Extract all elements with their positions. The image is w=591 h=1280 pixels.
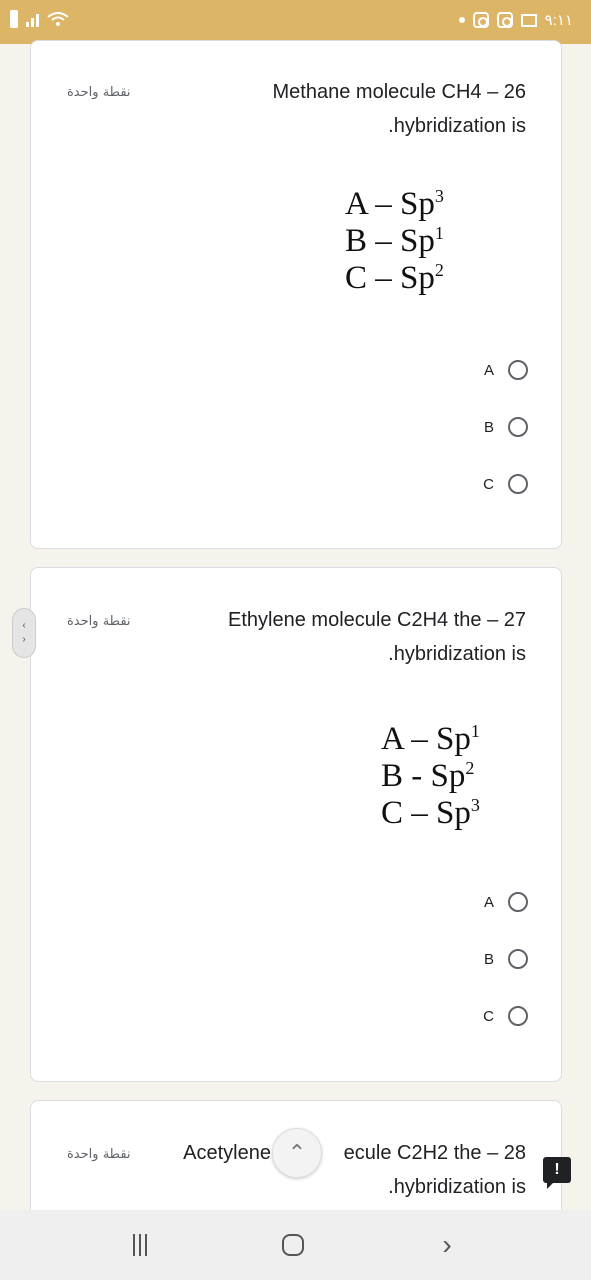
formula-line-c: C – Sp$^3$ (381, 795, 480, 831)
points-label: نقطة واحدة (67, 85, 131, 100)
option-label: C (483, 475, 494, 493)
option-a[interactable] (484, 354, 528, 386)
option-b[interactable] (484, 943, 528, 975)
option-c[interactable] (483, 468, 528, 500)
option-label: A (483, 361, 494, 379)
radio-button[interactable] (508, 892, 528, 912)
option-label: B (483, 418, 494, 436)
question-image (381, 721, 480, 832)
formula-line-c: C – Sp$^2$ (345, 260, 444, 296)
question-card (30, 567, 562, 1082)
radio-button[interactable] (508, 1006, 528, 1026)
feedback-button[interactable]: ! (543, 1157, 571, 1183)
question-title-line2: .hybridization is (388, 115, 526, 137)
option-label: B (483, 950, 494, 968)
home-icon[interactable] (278, 1230, 308, 1260)
option-a[interactable] (484, 886, 528, 918)
clock: ٩:١١ (544, 12, 573, 29)
radio-button[interactable] (508, 360, 528, 380)
question-title-start: Acetylene (183, 1142, 271, 1164)
question-title: Ethylene molecule C2H4 the – 27 (228, 609, 526, 631)
option-label: A (483, 893, 494, 911)
question-card (30, 40, 562, 549)
battery-icon (10, 10, 18, 28)
chevron-down-icon: › (22, 634, 26, 645)
question-title-line2: .hybridization is (388, 1176, 526, 1198)
question-image (345, 186, 444, 297)
navigation-bar (0, 1210, 591, 1280)
instagram-icon (497, 12, 513, 28)
question-title: Methane molecule CH4 – 26 (272, 81, 526, 103)
gallery-icon (521, 14, 537, 27)
option-b[interactable] (484, 411, 528, 443)
option-c[interactable] (483, 1000, 528, 1032)
radio-button[interactable] (508, 417, 528, 437)
formula-line-b: B – Sp$^1$ (345, 223, 444, 259)
question-title-line2: .hybridization is (388, 643, 526, 665)
side-scroll-handle[interactable] (12, 608, 36, 658)
points-label: نقطة واحدة (67, 614, 131, 629)
recents-icon[interactable] (125, 1230, 155, 1260)
formula-line-b: B - Sp$^2$ (381, 758, 475, 794)
chevron-up-icon: ‹ (22, 620, 26, 631)
formula-line-a: A – Sp$^3$ (345, 186, 444, 222)
scroll-to-top-button[interactable] (272, 1128, 322, 1178)
status-bar (0, 0, 591, 44)
notification-dot-icon (459, 17, 465, 23)
wifi-icon (47, 12, 69, 26)
points-label: نقطة واحدة (67, 1147, 131, 1162)
signal-icon (26, 11, 39, 27)
radio-button[interactable] (508, 474, 528, 494)
instagram-icon (473, 12, 489, 28)
formula-line-a: A – Sp$^1$ (381, 721, 480, 757)
back-icon[interactable]: › (442, 1229, 452, 1260)
radio-button[interactable] (508, 949, 528, 969)
chevron-up-icon: ⌃ (287, 1140, 307, 1165)
question-title: ecule C2H2 the – 28 (343, 1142, 526, 1164)
option-label: C (483, 1007, 494, 1025)
